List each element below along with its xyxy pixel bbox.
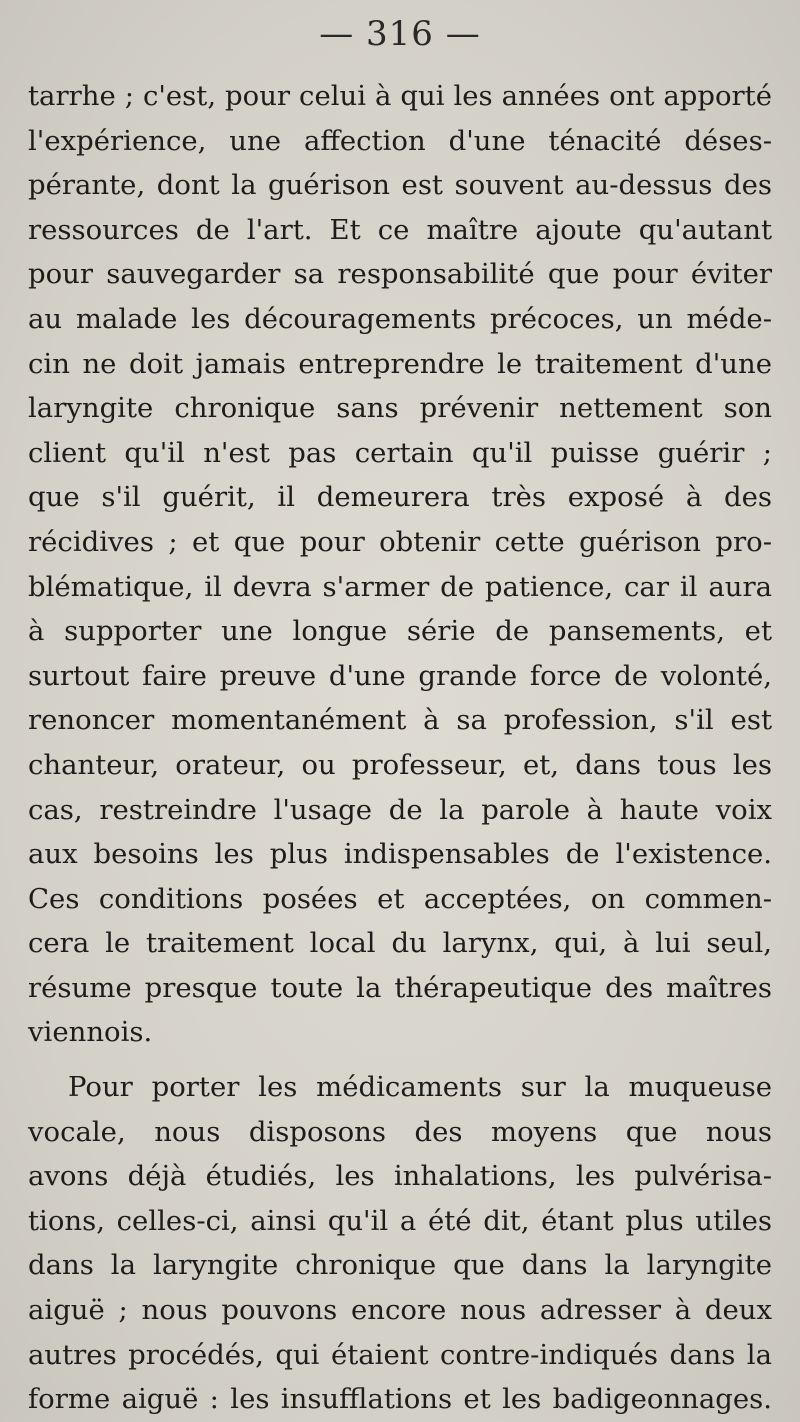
text-line: cera le traitement local du larynx, qui, à lui seul, <box>28 927 772 960</box>
text-line: vocale, nous disposons des moyens que nous <box>28 1115 772 1148</box>
text-line: blématique, il devra s'armer de patience, car il aura <box>28 570 772 603</box>
text-line: forme aiguë : les insufflations et les badigeonnages. <box>28 1383 772 1416</box>
paragraph-gap <box>28 1055 772 1065</box>
text-line: Ces conditions posées et acceptées, on commen- <box>28 882 772 915</box>
text-line: chanteur, orateur, ou professeur, et, dans tous les <box>28 748 772 781</box>
text-line: dans la laryngite chronique que dans la laryngite <box>28 1249 772 1282</box>
text-line: que s'il guérit, il demeurera très exposé à des <box>28 481 772 514</box>
text-line: tarrhe ; c'est, pour celui à qui les années ont apporté <box>28 80 772 112</box>
text-line: viennois. <box>28 1016 153 1049</box>
text-line: surtout faire preuve d'une grande force de volonté, <box>28 659 772 692</box>
text-line: l'expérience, une affection d'une ténacité déses- <box>28 124 772 157</box>
text-line: laryngite chronique sans prévenir nettement son <box>28 392 772 425</box>
text-line: client qu'il n'est pas certain qu'il puisse guérir ; <box>28 436 772 469</box>
page-number: — 316 — <box>319 14 481 54</box>
paragraph-1 <box>28 74 772 1055</box>
text-line: cin ne doit jamais entreprendre le traitement d'une <box>28 347 772 380</box>
text-line: cas, restreindre l'usage de la parole à haute voix <box>28 793 772 826</box>
text-line: à supporter une longue série de pansements, et <box>28 615 772 648</box>
text-line: pérante, dont la guérison est souvent au-dessus des <box>28 169 772 202</box>
text-line: aux besoins les plus indispensables de l'existence. <box>28 838 772 871</box>
text-line: renoncer momentanément à sa profession, s'il est <box>28 704 772 737</box>
body-text <box>28 74 772 1422</box>
text-line: pour sauvegarder sa responsabilité que pour éviter <box>28 258 772 291</box>
paragraph-2 <box>28 1065 772 1422</box>
text-line: aiguë ; nous pouvons encore nous adresser à deux <box>28 1294 772 1327</box>
text-line: Pour porter les médicaments sur la muqueuse <box>68 1071 772 1104</box>
text-line: ressources de l'art. Et ce maître ajoute qu'autant <box>28 213 772 246</box>
text-line: au malade les découragements précoces, un méde- <box>28 302 772 335</box>
text-line: autres procédés, qui étaient contre-indiqués dans la <box>28 1338 772 1371</box>
text-line: résume presque toute la thérapeutique des maîtres <box>28 971 772 1004</box>
text-line: récidives ; et que pour obtenir cette guérison pro- <box>28 525 772 558</box>
text-line: avons déjà étudiés, les inhalations, les pulvérisa- <box>28 1160 772 1193</box>
text-line: tions, celles-ci, ainsi qu'il a été dit, étant plus utiles <box>28 1204 772 1237</box>
